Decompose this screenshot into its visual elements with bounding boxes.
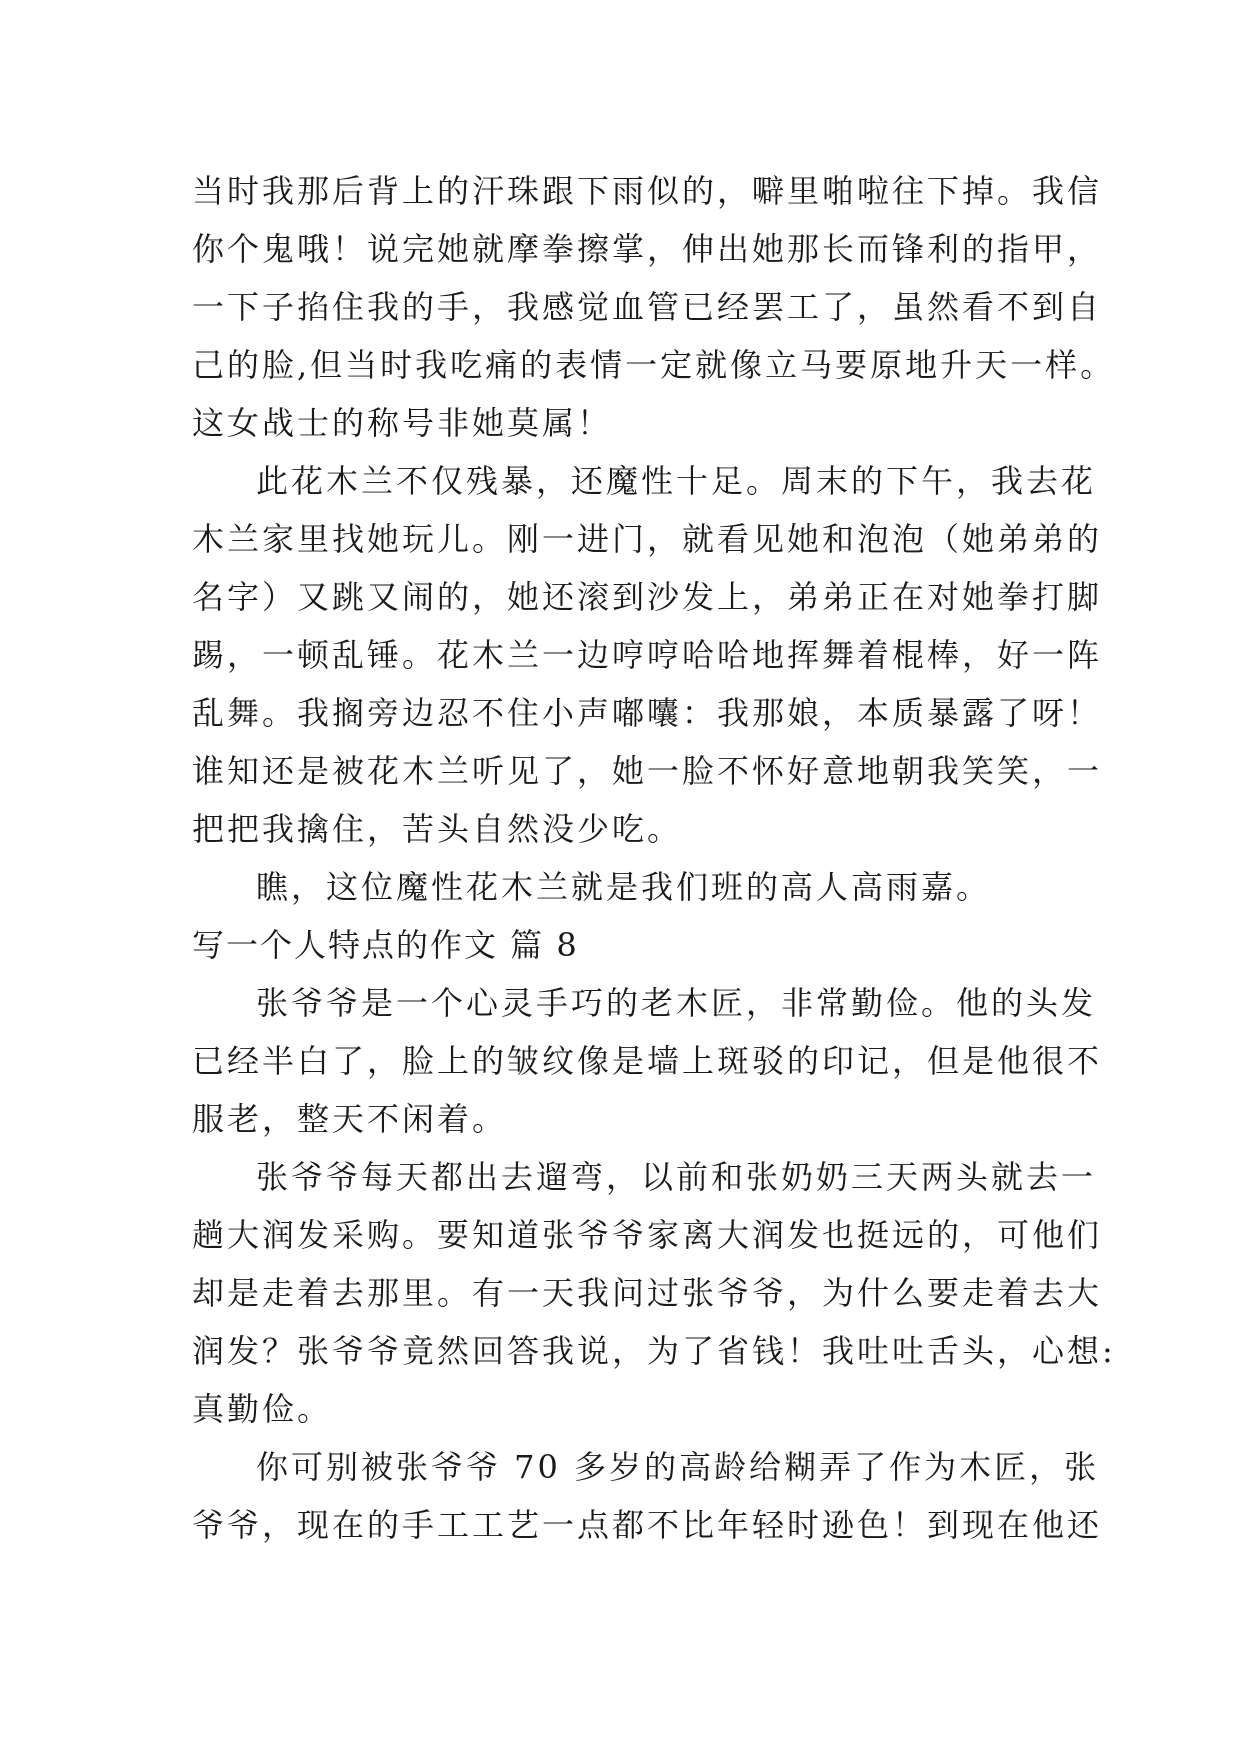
text-line: 一下子掐住我的手，我感觉血管已经罢工了，虽然看不到自 <box>192 288 1103 326</box>
text-line: 把把我擒住，苦头自然没少吃。 <box>192 810 683 848</box>
text-line: 却是走着去那里。有一天我问过张爷爷，为什么要走着去大 <box>192 1274 1103 1312</box>
paragraph-start-line: 瞧，这位魔性花木兰就是我们班的高人高雨嘉。 <box>256 868 992 906</box>
text-line: 你个鬼哦！说完她就摩拳擦掌，伸出她那长而锋利的指甲， <box>192 230 1103 268</box>
text-line: 踢，一顿乱锤。花木兰一边哼哼哈哈地挥舞着棍棒，好一阵 <box>192 636 1103 674</box>
paragraph-start-line: 你可别被张爷爷 70 多岁的高龄给糊弄了作为木匠，张 <box>256 1448 1100 1486</box>
text-line: 已经半白了，脸上的皱纹像是墙上斑驳的印记，但是他很不 <box>192 1042 1103 1080</box>
text-line: 己的脸,但当时我吃痛的表情一定就像立马要原地升天一样。 <box>192 346 1116 384</box>
section-heading: 写一个人特点的作文 篇 8 <box>192 926 579 964</box>
text-line: 润发？张爷爷竟然回答我说，为了省钱！我吐吐舌头，心想: <box>192 1332 1116 1370</box>
text-line: 当时我那后背上的汗珠跟下雨似的，噼里啪啦往下掉。我信 <box>192 172 1103 210</box>
paragraph-start-line: 张爷爷每天都出去遛弯，以前和张奶奶三天两头就去一 <box>256 1158 1097 1196</box>
text-line: 真勤俭。 <box>192 1390 333 1428</box>
text-line: 名字）又跳又闹的，她还滚到沙发上，弟弟正在对她拳打脚 <box>192 578 1103 616</box>
text-line: 谁知还是被花木兰听见了，她一脸不怀好意地朝我笑笑，一 <box>192 752 1103 790</box>
paragraph-start-line: 张爷爷是一个心灵手巧的老木匠，非常勤俭。他的头发 <box>256 984 1097 1022</box>
text-line: 木兰家里找她玩儿。刚一进门，就看见她和泡泡（她弟弟的 <box>192 520 1103 558</box>
text-line: 趟大润发采购。要知道张爷爷家离大润发也挺远的，可他们 <box>192 1216 1103 1254</box>
essay-body <box>192 162 1116 1554</box>
text-line: 乱舞。我搁旁边忍不住小声嘟囔：我那娘，本质暴露了呀！ <box>192 694 1103 732</box>
paragraph-start-line: 此花木兰不仅残暴，还魔性十足。周末的下午，我去花 <box>256 462 1097 500</box>
text-line: 服老，整天不闲着。 <box>192 1100 508 1138</box>
text-line: 爷爷，现在的手工工艺一点都不比年轻时逊色！到现在他还 <box>192 1506 1103 1544</box>
text-line: 这女战士的称号非她莫属！ <box>192 404 613 442</box>
